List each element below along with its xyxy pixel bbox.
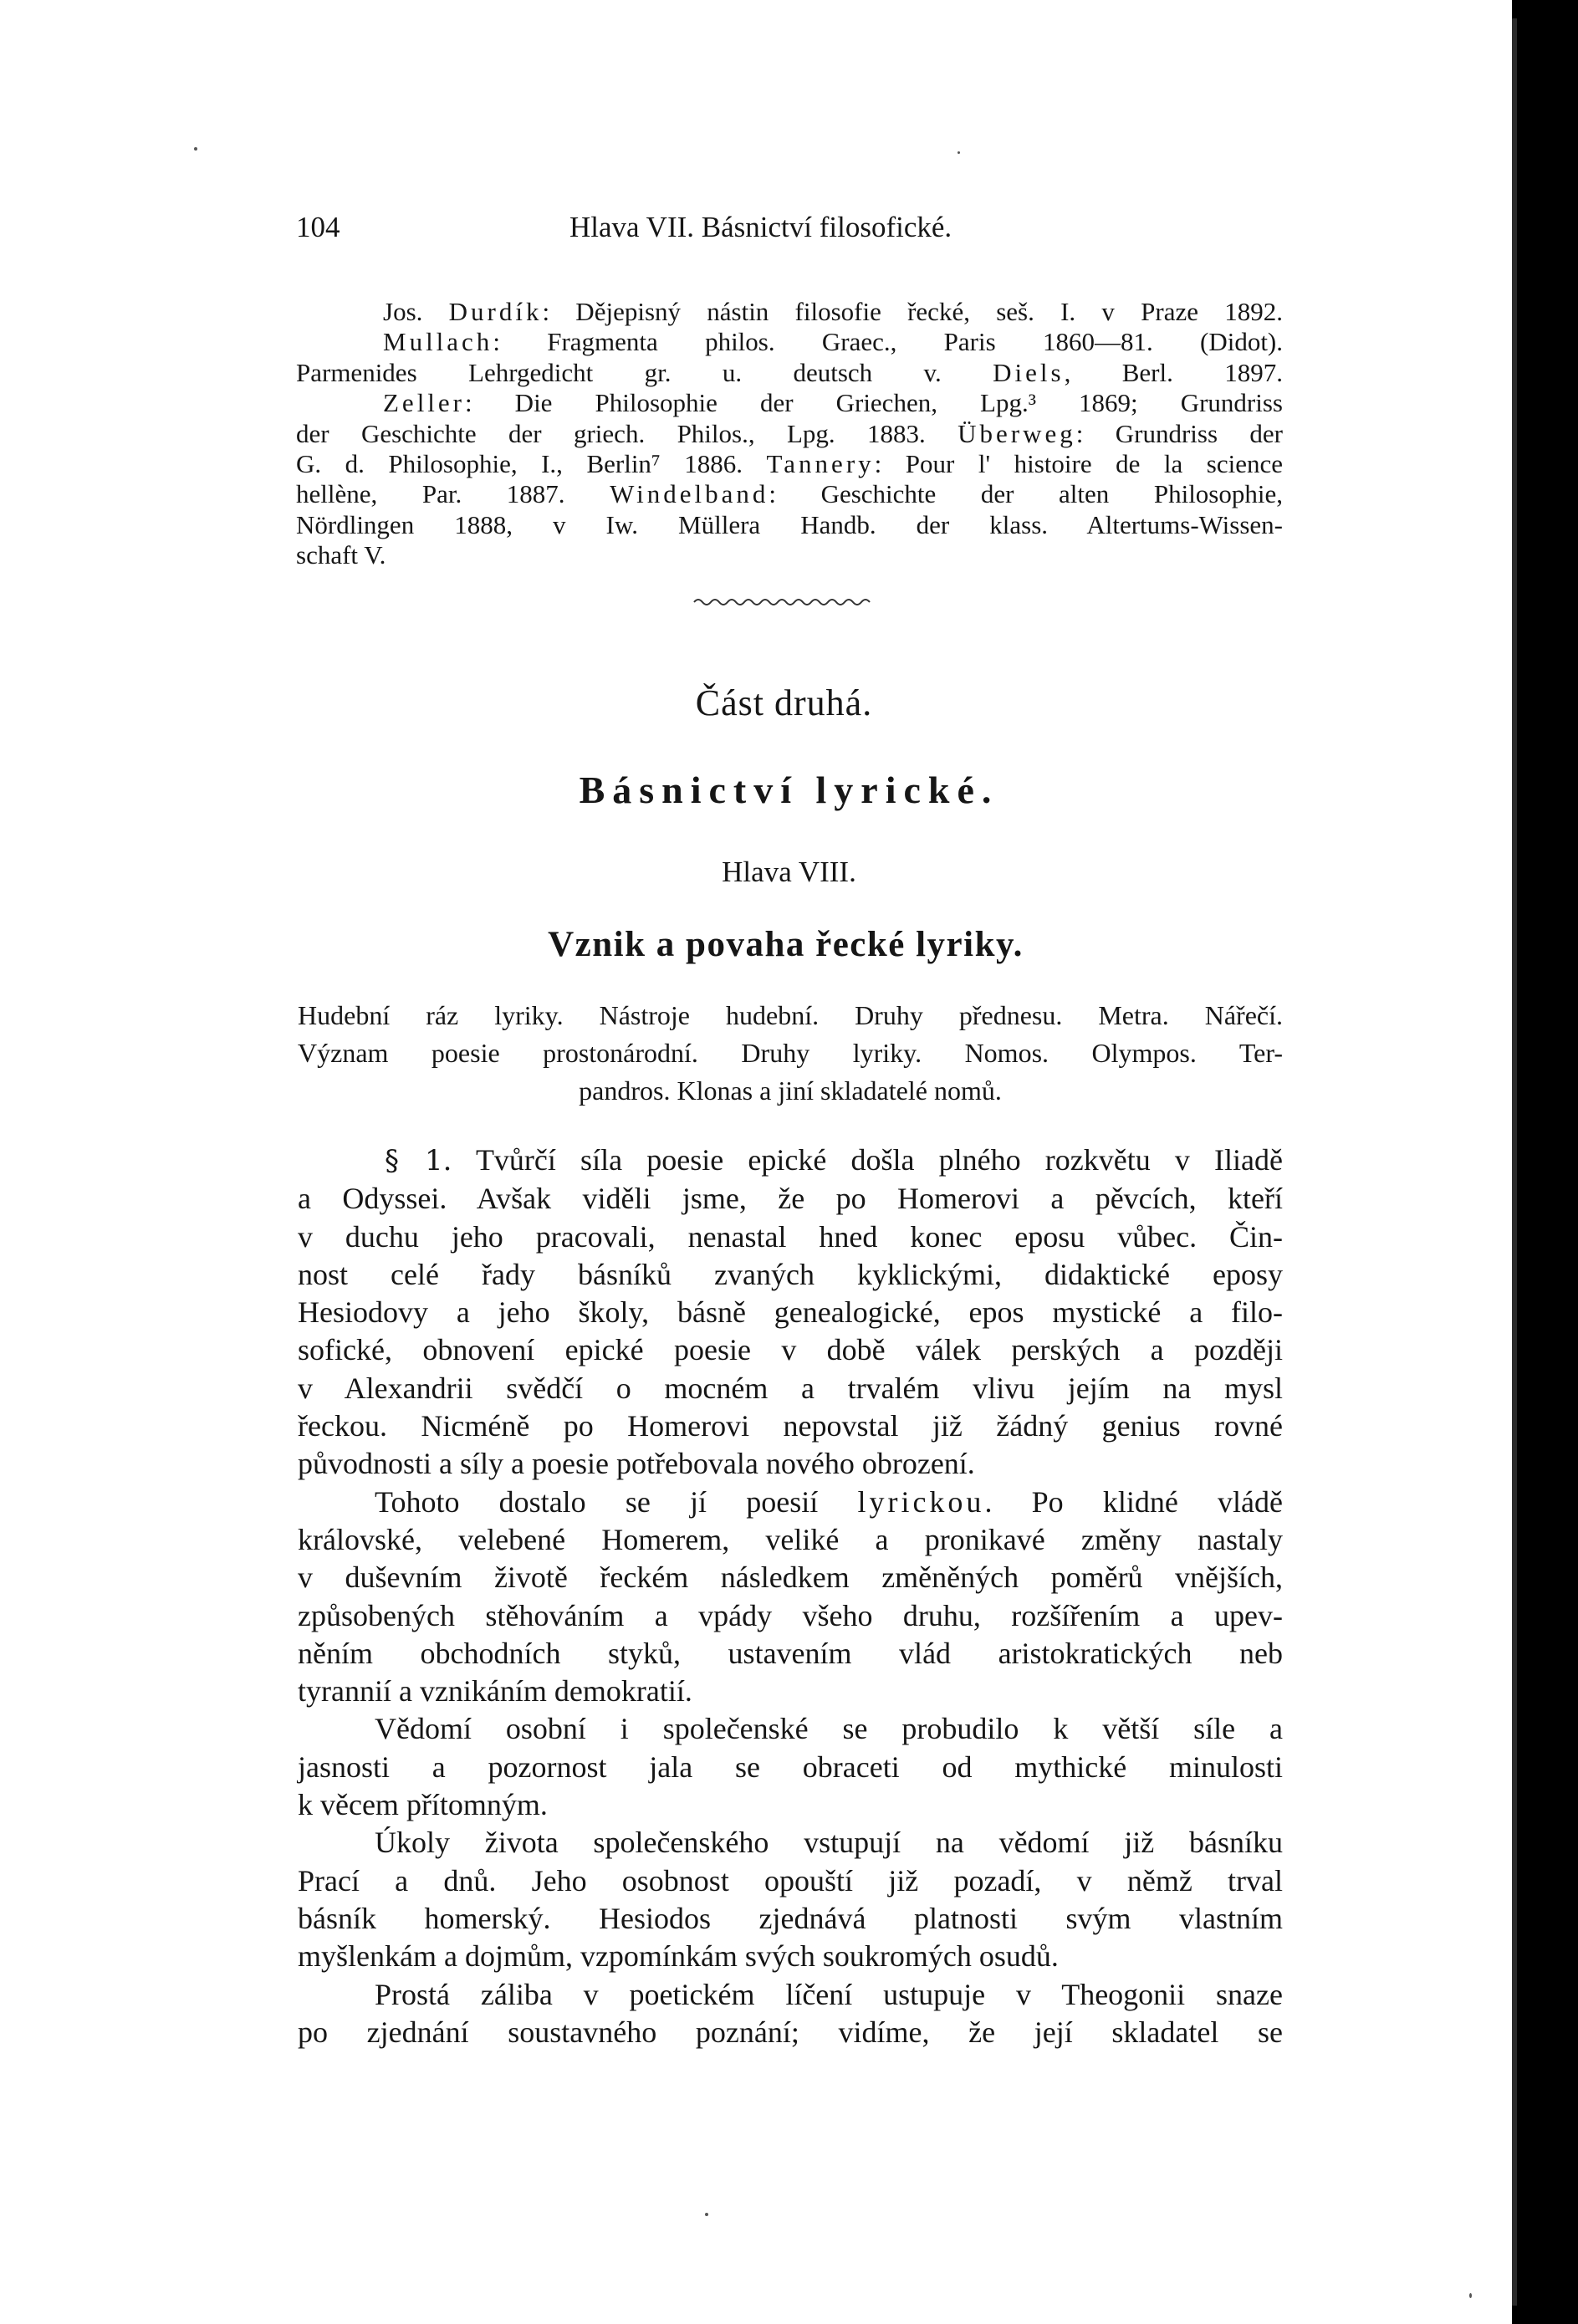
- paragraph-line: sofické, obnovení epické poesie v době válek perských a později: [298, 1333, 1283, 1367]
- bibliography-line: der Geschichte der griech. Philos., Lpg. 1883. Überweg: Grundriss der: [296, 418, 1283, 448]
- summary-line: pandros. Klonas a jiní skladatelé nomů.: [579, 1075, 1002, 1106]
- paragraph-line: způsobených stěhováním a vpády všeho druhu, rozšířením a upev-: [298, 1598, 1283, 1632]
- bibliography-line: Parmenides Lehrgedicht gr. u. deutsch v. Diels, Berl. 1897.: [296, 357, 1283, 387]
- bibliography-line: Jos. Durdík: Dějepisný nástin filosofie řecké, seš. I. v Praze 1892.: [383, 297, 1283, 326]
- body-text: [298, 1142, 1283, 2051]
- scan-speck: [1469, 2293, 1472, 2298]
- wavy-ornament: [692, 595, 876, 609]
- paragraph-line: nost celé řady básníků zvaných kyklickými, didaktické eposy: [298, 1257, 1283, 1291]
- section-mark: § 1.: [385, 1144, 452, 1177]
- chapter-summary: [298, 997, 1283, 1110]
- bibliography-line: G. d. Philosophie, I., Berlin⁷ 1886. Tannery: Pour l' histoire de la science: [296, 449, 1283, 479]
- page-number: 104: [296, 211, 340, 243]
- paragraph-line: Vědomí osobní i společenské se probudilo k větší síle a: [375, 1712, 1283, 1746]
- paragraph-line: Tohoto dostalo se jí poesií lyrickou. Po klidné vládě: [375, 1484, 1283, 1519]
- paragraph-line: básník homerský. Hesiodos zjednává platnosti svým vlastním: [298, 1901, 1283, 1935]
- running-head: [296, 211, 1283, 253]
- bibliography-line: Zeller: Die Philosophie der Griechen, Lpg.³ 1869; Grundriss: [383, 388, 1283, 418]
- bibliography-line: hellène, Par. 1887. Windelband: Geschichte der alten Philosophie,: [296, 479, 1283, 509]
- running-title: Hlava VII. Básnictví filosofické.: [569, 211, 952, 243]
- paragraph-line: Hesiodovy a jeho školy, básně genealogické, epos mystické a filo-: [298, 1295, 1283, 1330]
- paragraph-line: v duševním životě řeckém následkem změněných poměrů vnějších,: [298, 1560, 1283, 1595]
- emphasis: lyrickou: [857, 1484, 985, 1519]
- page-edge-shadow: [1512, 0, 1578, 2324]
- bibliography-line: schaft V.: [296, 540, 386, 570]
- chapter-number: Hlava VIII.: [722, 856, 856, 888]
- paragraph-line: a Odyssei. Avšak viděli jsme, že po Homerovi a pěvcích, kteří: [298, 1182, 1283, 1216]
- paragraph-line: Prostá záliba v poetickém líčení ustupuje v Theogonii snaze: [375, 1977, 1283, 2011]
- page-edge-line: [1512, 18, 1517, 2306]
- scan-speck: [958, 151, 960, 154]
- part-title: Básnictví lyrické.: [579, 769, 999, 811]
- bibliography: [296, 297, 1283, 571]
- bibliography-line: Nördlingen 1888, v Iw. Müllera Handb. der klass. Altertums-Wissen-: [296, 509, 1283, 539]
- chapter-title: Vznik a povaha řecké lyriky.: [548, 925, 1024, 964]
- paragraph-line: myšlenkám a dojmům, vzpomínkám svých soukromých osudů.: [298, 1939, 1059, 1974]
- paragraph-line: Úkoly života společenského vstupují na vědomí již básníku: [375, 1826, 1283, 1860]
- paragraph-line: Prací a dnů. Jeho osobnost opouští již pozadí, v němž trval: [298, 1863, 1283, 1898]
- paragraph-line: po zjednání soustavného poznání; vidíme, že její skladatel se: [298, 2015, 1283, 2049]
- summary-line: Hudební ráz lyriky. Nástroje hudební. Druhy přednesu. Metra. Nářečí.: [298, 1000, 1283, 1030]
- part-heading: Část druhá.: [695, 682, 873, 723]
- paragraph-line: k věcem přítomným.: [298, 1788, 548, 1822]
- paragraph-line: § 1. Tvůrčí síla poesie epické došla plného rozkvětu v Iliadě: [385, 1143, 1283, 1177]
- scan-speck: [705, 2213, 708, 2216]
- paragraph-line: v Alexandrii svědčí o mocném a trvalém vlivu jejím na mysl: [298, 1371, 1283, 1405]
- scan-speck: [194, 147, 197, 151]
- summary-line: Význam poesie prostonárodní. Druhy lyriky. Nomos. Olympos. Ter-: [298, 1038, 1283, 1068]
- paragraph-line: jasnosti a pozornost jala se obraceti od mythické minulosti: [298, 1749, 1283, 1784]
- paragraph-line: něním obchodních styků, ustavením vlád aristokratických neb: [298, 1636, 1283, 1670]
- paragraph-line: v duchu jeho pracovali, nenastal hned konec eposu vůbec. Čin-: [298, 1219, 1283, 1254]
- paragraph-line: původnosti a síly a poesie potřebovala nového obrození.: [298, 1447, 975, 1481]
- bibliography-line: Mullach: Fragmenta philos. Graec., Paris 1860—81. (Didot).: [383, 327, 1283, 357]
- paragraph-line: řeckou. Nicméně po Homerovi nepovstal již žádný genius rovné: [298, 1409, 1283, 1443]
- paragraph-line: královské, velebené Homerem, veliké a pronikavé změny nastaly: [298, 1522, 1283, 1556]
- paragraph-line: tyrannií a vznikáním demokratií.: [298, 1674, 692, 1709]
